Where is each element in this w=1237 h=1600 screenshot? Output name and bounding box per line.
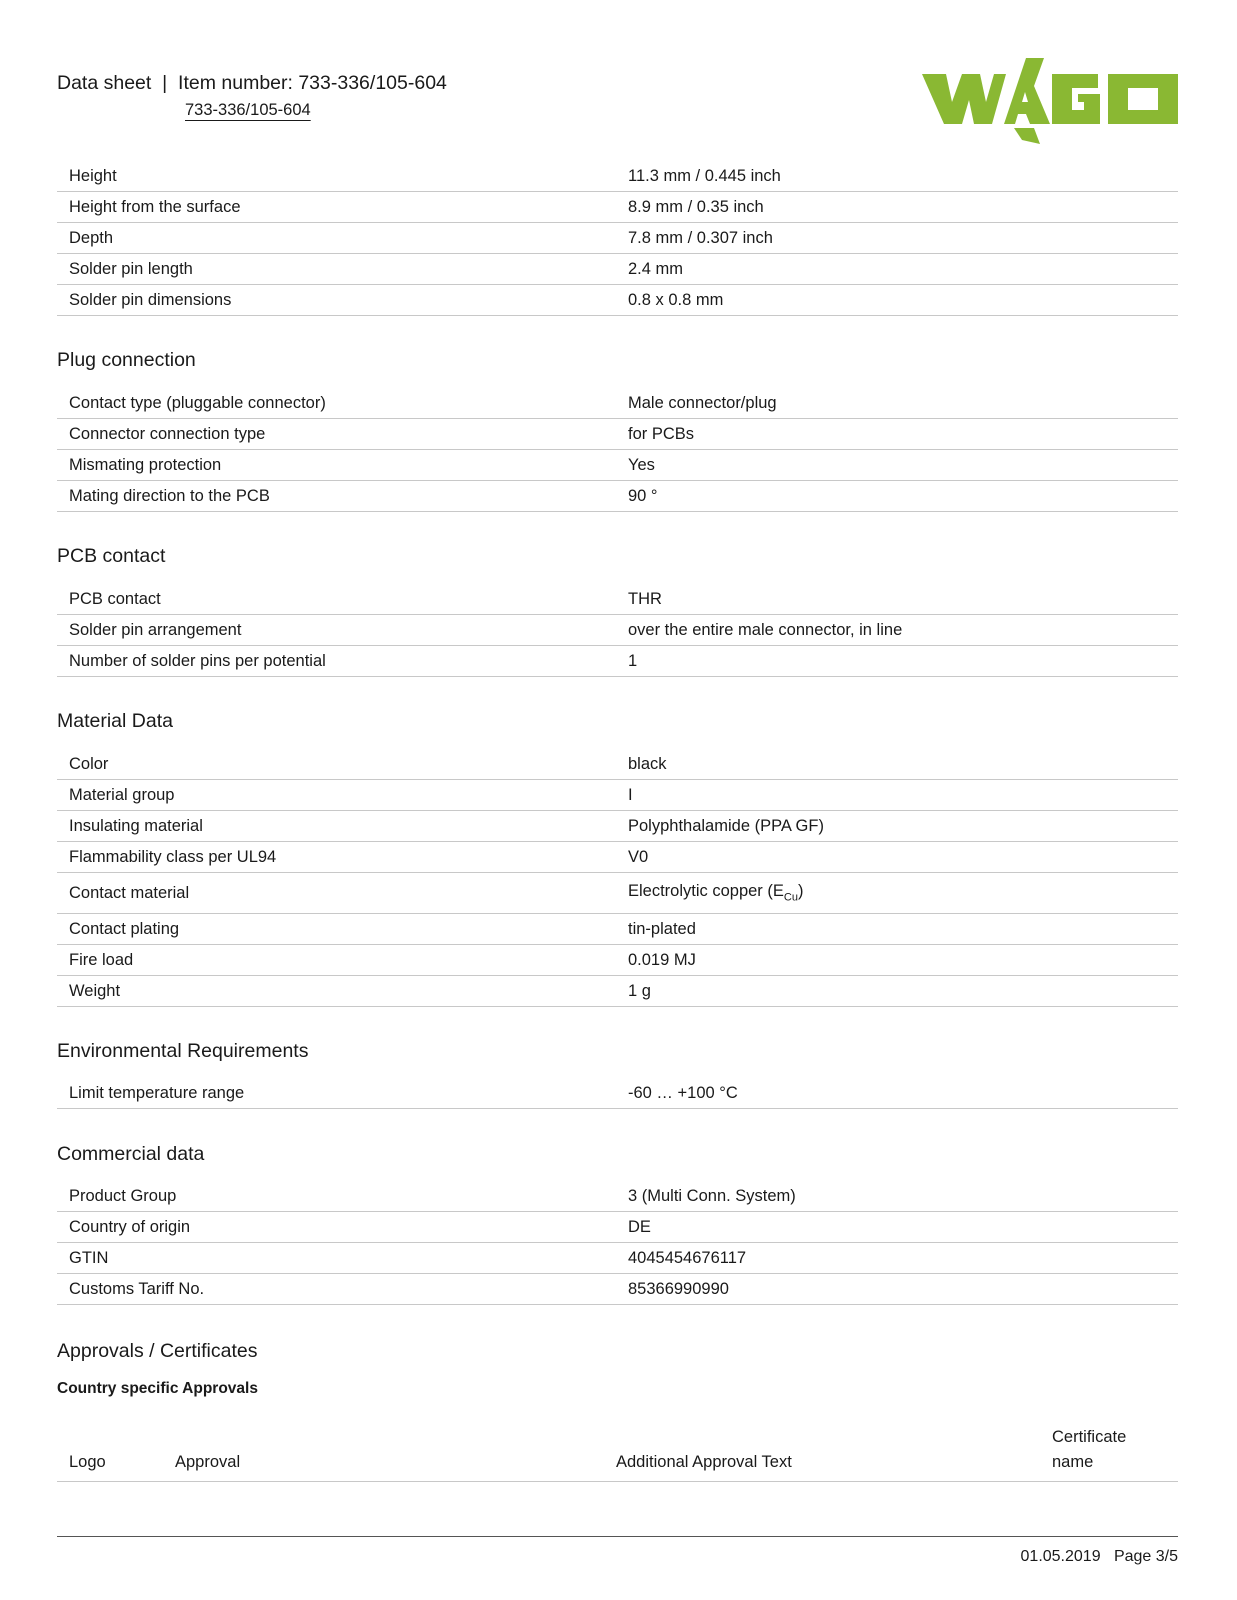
property-label: Flammability class per UL94: [57, 842, 619, 873]
table-row: [57, 646, 1178, 677]
table-row: [57, 223, 1178, 254]
footer-divider: [57, 1536, 1178, 1537]
certificate-header-line2: name: [1052, 1453, 1094, 1471]
property-value: [619, 873, 1178, 914]
environmental-table: [57, 1078, 1178, 1109]
property-value: 2.4 mm: [619, 254, 1178, 285]
plug-connection-table: [57, 388, 1178, 512]
table-row: [57, 161, 1178, 192]
table-row: [57, 1274, 1178, 1305]
column-header-additional: Additional Approval Text: [616, 1425, 1052, 1482]
certificate-header-line1: Certificate: [1052, 1428, 1127, 1446]
value-prefix: Electrolytic copper (E: [628, 882, 784, 901]
property-label: Number of solder pins per potential: [57, 646, 619, 677]
table-row: [57, 1181, 1178, 1212]
pcb-contact-table: [57, 584, 1178, 677]
table-row: [57, 254, 1178, 285]
property-label: Contact material: [57, 873, 619, 914]
property-value: V0: [619, 842, 1178, 873]
property-value: 3 (Multi Conn. System): [619, 1181, 1178, 1212]
footer: [1021, 1548, 1178, 1566]
property-label: PCB contact: [57, 584, 619, 615]
table-row: [57, 811, 1178, 842]
table-row: [57, 914, 1178, 945]
table-row: [57, 450, 1178, 481]
table-row: [57, 780, 1178, 811]
property-label: Fire load: [57, 945, 619, 976]
property-label: Contact plating: [57, 914, 619, 945]
property-value: 8.9 mm / 0.35 inch: [619, 192, 1178, 223]
footer-date: 01.05.2019: [1020, 1548, 1101, 1565]
property-label: Solder pin arrangement: [57, 615, 619, 646]
property-value: 7.8 mm / 0.307 inch: [619, 223, 1178, 254]
table-header-row: [57, 1425, 1178, 1482]
approvals-table: [57, 1425, 1178, 1482]
section-title-plug-connection: Plug connection: [57, 349, 196, 371]
property-value: 0.8 x 0.8 mm: [619, 285, 1178, 316]
footer-page-number: Page 3/5: [1113, 1548, 1178, 1565]
property-label: GTIN: [57, 1243, 619, 1274]
table-row: [57, 419, 1178, 450]
property-label: Insulating material: [57, 811, 619, 842]
property-label: Height: [57, 161, 619, 192]
property-label: Country of origin: [57, 1212, 619, 1243]
property-value: 1: [619, 646, 1178, 677]
column-header-certificate: [1052, 1425, 1178, 1482]
section-title-approvals: Approvals / Certificates: [57, 1340, 258, 1362]
section-title-material-data: Material Data: [57, 710, 173, 732]
property-value: tin-plated: [619, 914, 1178, 945]
property-value: 4045454676117: [619, 1243, 1178, 1274]
table-row: [57, 842, 1178, 873]
table-row: [57, 1243, 1178, 1274]
property-label: Color: [57, 749, 619, 780]
property-label: Connector connection type: [57, 419, 619, 450]
table-row: [57, 584, 1178, 615]
table-row: [57, 873, 1178, 914]
property-label: Customs Tariff No.: [57, 1274, 619, 1305]
section-title-pcb-contact: PCB contact: [57, 545, 166, 567]
table-row: [57, 388, 1178, 419]
subsection-title-country-approvals: Country specific Approvals: [57, 1380, 258, 1397]
property-value: Polyphthalamide (PPA GF): [619, 811, 1178, 842]
column-header-approval: Approval: [175, 1425, 616, 1482]
table-row: [57, 285, 1178, 316]
table-row: [57, 749, 1178, 780]
property-value: 0.019 MJ: [619, 945, 1178, 976]
table-row: [57, 615, 1178, 646]
table-row: [57, 1078, 1178, 1109]
dimensions-table: [57, 161, 1178, 316]
property-value: 11.3 mm / 0.445 inch: [619, 161, 1178, 192]
table-row: [57, 976, 1178, 1007]
property-label: Contact type (pluggable connector): [57, 388, 619, 419]
property-value: I: [619, 780, 1178, 811]
property-label: Mismating protection: [57, 450, 619, 481]
wago-logo: [922, 58, 1178, 144]
property-value: DE: [619, 1212, 1178, 1243]
property-label: Solder pin length: [57, 254, 619, 285]
page-title: Data sheet | Item number: 733-336/105-604: [57, 72, 447, 94]
table-row: [57, 1212, 1178, 1243]
property-value: black: [619, 749, 1178, 780]
value-suffix: ): [797, 882, 804, 901]
property-value: over the entire male connector, in line: [619, 615, 1178, 646]
property-label: Material group: [57, 780, 619, 811]
property-value: -60 … +100 °C: [619, 1078, 1178, 1109]
material-data-table: [57, 749, 1178, 1007]
property-value: THR: [619, 584, 1178, 615]
property-value: for PCBs: [619, 419, 1178, 450]
item-number-link[interactable]: 733-336/105-604: [185, 101, 311, 119]
property-value: 1 g: [619, 976, 1178, 1007]
property-value: 85366990990: [619, 1274, 1178, 1305]
property-value: 90 °: [619, 481, 1178, 512]
property-value: Yes: [619, 450, 1178, 481]
section-title-environmental: Environmental Requirements: [57, 1040, 309, 1062]
table-row: [57, 481, 1178, 512]
property-value: Male connector/plug: [619, 388, 1178, 419]
property-label: Product Group: [57, 1181, 619, 1212]
value-subscript: Cu: [783, 891, 798, 904]
property-label: Depth: [57, 223, 619, 254]
commercial-table: [57, 1181, 1178, 1305]
property-label: Mating direction to the PCB: [57, 481, 619, 512]
table-row: [57, 192, 1178, 223]
property-label: Solder pin dimensions: [57, 285, 619, 316]
column-header-logo: Logo: [57, 1425, 175, 1482]
property-label: Height from the surface: [57, 192, 619, 223]
table-row: [57, 945, 1178, 976]
section-title-commercial: Commercial data: [57, 1143, 205, 1165]
property-label: Limit temperature range: [57, 1078, 619, 1109]
property-label: Weight: [57, 976, 619, 1007]
